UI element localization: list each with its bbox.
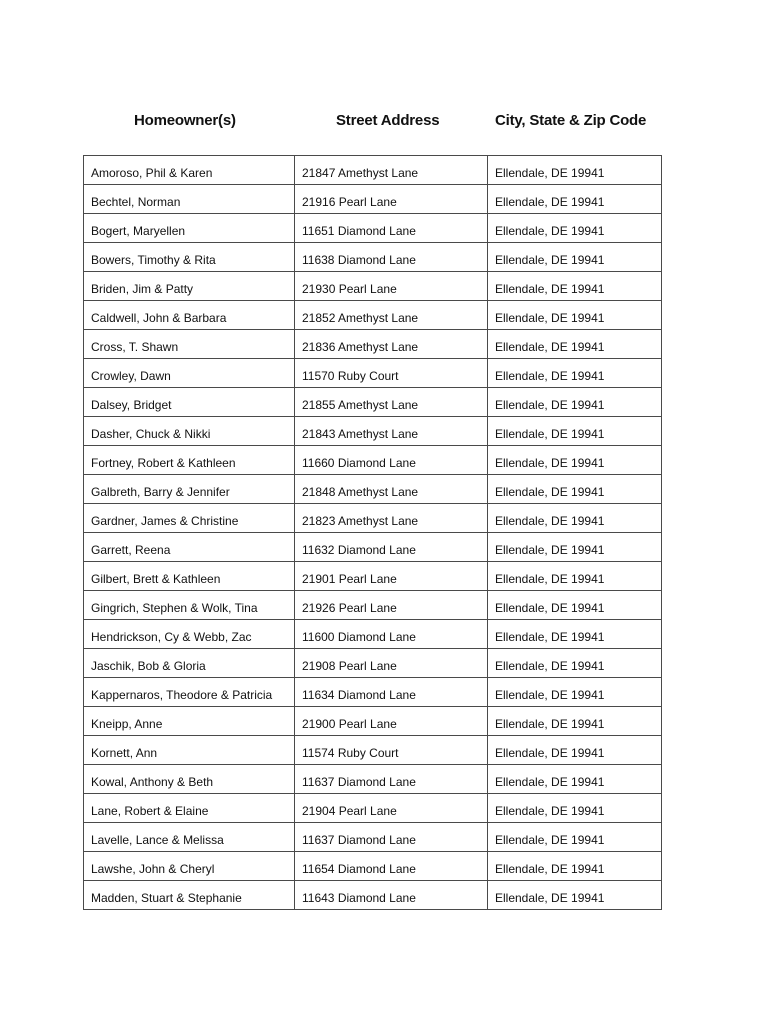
cell-street-address: 21848 Amethyst Lane — [295, 475, 488, 504]
cell-street-address: 21823 Amethyst Lane — [295, 504, 488, 533]
cell-street-address: 11643 Diamond Lane — [295, 881, 488, 910]
cell-homeowner: Madden, Stuart & Stephanie — [84, 881, 295, 910]
cell-homeowner: Crowley, Dawn — [84, 359, 295, 388]
cell-city-state-zip: Ellendale, DE 19941 — [488, 475, 662, 504]
cell-street-address: 11600 Diamond Lane — [295, 620, 488, 649]
cell-city-state-zip: Ellendale, DE 19941 — [488, 156, 662, 185]
cell-city-state-zip: Ellendale, DE 19941 — [488, 562, 662, 591]
table-row — [84, 881, 662, 910]
cell-homeowner: Hendrickson, Cy & Webb, Zac — [84, 620, 295, 649]
cell-city-state-zip: Ellendale, DE 19941 — [488, 678, 662, 707]
cell-street-address: 21916 Pearl Lane — [295, 185, 488, 214]
table-row — [84, 591, 662, 620]
table-row — [84, 359, 662, 388]
cell-city-state-zip: Ellendale, DE 19941 — [488, 185, 662, 214]
table-row — [84, 794, 662, 823]
cell-city-state-zip: Ellendale, DE 19941 — [488, 736, 662, 765]
cell-street-address: 21843 Amethyst Lane — [295, 417, 488, 446]
cell-homeowner: Bechtel, Norman — [84, 185, 295, 214]
table-row — [84, 243, 662, 272]
table-row — [84, 823, 662, 852]
cell-homeowner: Galbreth, Barry & Jennifer — [84, 475, 295, 504]
table-row — [84, 649, 662, 678]
cell-homeowner: Lavelle, Lance & Melissa — [84, 823, 295, 852]
table-row — [84, 185, 662, 214]
cell-street-address: 21855 Amethyst Lane — [295, 388, 488, 417]
cell-street-address: 11654 Diamond Lane — [295, 852, 488, 881]
cell-homeowner: Kappernaros, Theodore & Patricia — [84, 678, 295, 707]
cell-city-state-zip: Ellendale, DE 19941 — [488, 707, 662, 736]
header-street-address: Street Address — [336, 112, 440, 129]
table-row — [84, 417, 662, 446]
cell-homeowner: Amoroso, Phil & Karen — [84, 156, 295, 185]
cell-homeowner: Kornett, Ann — [84, 736, 295, 765]
table-row — [84, 678, 662, 707]
cell-homeowner: Dalsey, Bridget — [84, 388, 295, 417]
cell-street-address: 21901 Pearl Lane — [295, 562, 488, 591]
cell-homeowner: Kneipp, Anne — [84, 707, 295, 736]
cell-street-address: 11638 Diamond Lane — [295, 243, 488, 272]
table-row — [84, 156, 662, 185]
cell-homeowner: Bogert, Maryellen — [84, 214, 295, 243]
table-row — [84, 533, 662, 562]
cell-street-address: 21904 Pearl Lane — [295, 794, 488, 823]
cell-street-address: 21900 Pearl Lane — [295, 707, 488, 736]
table-row — [84, 388, 662, 417]
cell-street-address: 11637 Diamond Lane — [295, 823, 488, 852]
table-row — [84, 301, 662, 330]
cell-street-address: 11651 Diamond Lane — [295, 214, 488, 243]
cell-homeowner: Caldwell, John & Barbara — [84, 301, 295, 330]
cell-homeowner: Gingrich, Stephen & Wolk, Tina — [84, 591, 295, 620]
cell-city-state-zip: Ellendale, DE 19941 — [488, 649, 662, 678]
homeowner-table-body — [84, 156, 662, 910]
cell-street-address: 11632 Diamond Lane — [295, 533, 488, 562]
cell-street-address: 21908 Pearl Lane — [295, 649, 488, 678]
cell-homeowner: Bowers, Timothy & Rita — [84, 243, 295, 272]
cell-street-address: 21852 Amethyst Lane — [295, 301, 488, 330]
cell-city-state-zip: Ellendale, DE 19941 — [488, 243, 662, 272]
table-row — [84, 852, 662, 881]
header-homeowner: Homeowner(s) — [134, 112, 236, 129]
cell-city-state-zip: Ellendale, DE 19941 — [488, 446, 662, 475]
cell-city-state-zip: Ellendale, DE 19941 — [488, 330, 662, 359]
cell-homeowner: Dasher, Chuck & Nikki — [84, 417, 295, 446]
cell-street-address: 21847 Amethyst Lane — [295, 156, 488, 185]
cell-street-address: 11570 Ruby Court — [295, 359, 488, 388]
cell-homeowner: Cross, T. Shawn — [84, 330, 295, 359]
cell-city-state-zip: Ellendale, DE 19941 — [488, 533, 662, 562]
cell-city-state-zip: Ellendale, DE 19941 — [488, 417, 662, 446]
table-row — [84, 475, 662, 504]
cell-city-state-zip: Ellendale, DE 19941 — [488, 823, 662, 852]
cell-homeowner: Jaschik, Bob & Gloria — [84, 649, 295, 678]
table-row — [84, 562, 662, 591]
header-city-state-zip: City, State & Zip Code — [495, 112, 647, 129]
table-row — [84, 736, 662, 765]
table-row — [84, 707, 662, 736]
table-row — [84, 330, 662, 359]
table-row — [84, 765, 662, 794]
table-row — [84, 504, 662, 533]
cell-city-state-zip: Ellendale, DE 19941 — [488, 591, 662, 620]
cell-city-state-zip: Ellendale, DE 19941 — [488, 765, 662, 794]
column-headers — [83, 112, 661, 136]
cell-street-address: 21836 Amethyst Lane — [295, 330, 488, 359]
cell-homeowner: Lawshe, John & Cheryl — [84, 852, 295, 881]
cell-homeowner: Gardner, James & Christine — [84, 504, 295, 533]
cell-homeowner: Briden, Jim & Patty — [84, 272, 295, 301]
table-row — [84, 214, 662, 243]
cell-street-address: 21930 Pearl Lane — [295, 272, 488, 301]
cell-homeowner: Gilbert, Brett & Kathleen — [84, 562, 295, 591]
cell-city-state-zip: Ellendale, DE 19941 — [488, 794, 662, 823]
cell-city-state-zip: Ellendale, DE 19941 — [488, 881, 662, 910]
table-row — [84, 272, 662, 301]
cell-city-state-zip: Ellendale, DE 19941 — [488, 359, 662, 388]
cell-city-state-zip: Ellendale, DE 19941 — [488, 214, 662, 243]
cell-street-address: 11660 Diamond Lane — [295, 446, 488, 475]
cell-city-state-zip: Ellendale, DE 19941 — [488, 388, 662, 417]
table-row — [84, 620, 662, 649]
cell-homeowner: Lane, Robert & Elaine — [84, 794, 295, 823]
cell-street-address: 11634 Diamond Lane — [295, 678, 488, 707]
cell-homeowner: Garrett, Reena — [84, 533, 295, 562]
cell-street-address: 11574 Ruby Court — [295, 736, 488, 765]
homeowner-table — [83, 155, 662, 910]
cell-city-state-zip: Ellendale, DE 19941 — [488, 620, 662, 649]
cell-city-state-zip: Ellendale, DE 19941 — [488, 272, 662, 301]
cell-city-state-zip: Ellendale, DE 19941 — [488, 504, 662, 533]
cell-city-state-zip: Ellendale, DE 19941 — [488, 301, 662, 330]
cell-street-address: 11637 Diamond Lane — [295, 765, 488, 794]
table-row — [84, 446, 662, 475]
cell-homeowner: Fortney, Robert & Kathleen — [84, 446, 295, 475]
cell-homeowner: Kowal, Anthony & Beth — [84, 765, 295, 794]
cell-city-state-zip: Ellendale, DE 19941 — [488, 852, 662, 881]
cell-street-address: 21926 Pearl Lane — [295, 591, 488, 620]
